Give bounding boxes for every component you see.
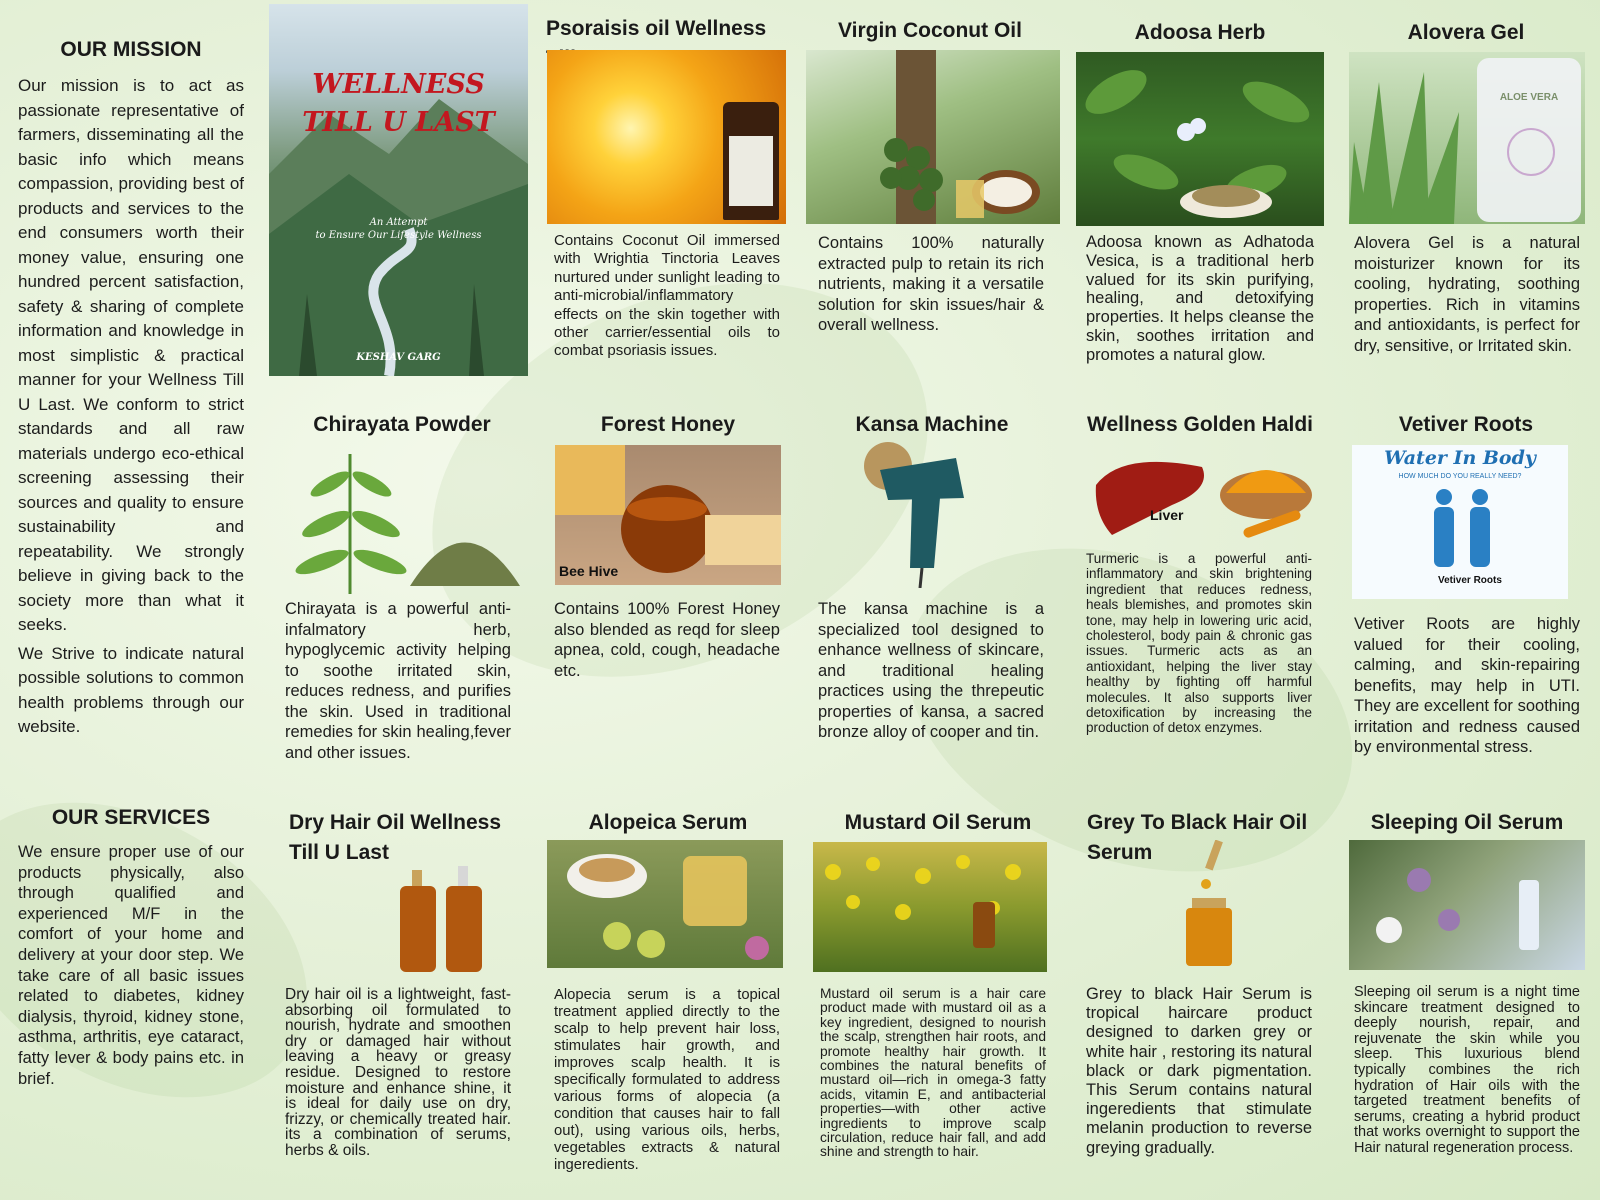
mission-text-2: We Strive to indicate natural possible solutions to common health problems through our website. <box>18 643 244 736</box>
alovera-gel-description <box>1354 233 1580 356</box>
chirayata-herb-graphic <box>280 444 528 594</box>
kansa-device-graphic <box>860 440 972 588</box>
haldi-liver-graphic <box>1092 445 1316 545</box>
product-title-line1: Dry Hair Oil Wellness <box>289 811 502 834</box>
product-description: Vetiver Roots are highly valued for their cooling, calming, and skin-repairing benefits, may help in UTI. They are excellent for soothing irritation and redness caused by environmental stress. <box>1354 615 1580 756</box>
mustard-field-graphic <box>813 842 1047 972</box>
golden-haldi-image <box>1092 445 1316 545</box>
vetiver-roots-label: Vetiver Roots <box>1438 575 1502 586</box>
book-subtitle-line1: An Attempt <box>369 217 428 228</box>
product-description: Contains 100% Forest Honey also blended as reqd for sleep apnea, cold, cough, headache etc. <box>554 600 780 680</box>
kansa-machine-description <box>818 599 1044 743</box>
services-section <box>18 806 244 1089</box>
mission-section <box>18 38 244 740</box>
product-description: Alopecia serum is a topical treatment applied directly to the scalp to help prevent hair loss, stimulates hair growth, and improves scalp health. It is specifically formulated to address various forms of alopecia (a condition that causes hair to fall out), using various oils, herbs, vegetables extracts & natural ingeredients. <box>554 987 780 1173</box>
product-description: Dry hair oil is a lightweight, fast-absorbing oil formulated to nourish, hydrate and smoothen dry or damaged hair without leaving a heavy or greasy residue. Designed to restore moisture and enhance shine, it is ideal for daily use on dry, frizzy, or chemically treated hair. its a combination of serums, herbs & oils. <box>285 986 511 1159</box>
kansa-machine-image <box>860 440 972 588</box>
bee-hive-label: Bee Hive <box>559 563 619 579</box>
book-title <box>269 66 528 142</box>
product-card-alovera-gel <box>1346 18 1586 48</box>
product-title: Virgin Coconut Oil <box>838 19 1022 42</box>
alopecia-serum-image <box>547 840 783 968</box>
adoosa-leaves-graphic <box>1076 52 1324 226</box>
book-author: KESHAV GARG <box>356 352 441 363</box>
coconut-oil-image <box>806 50 1060 224</box>
product-title: Adoosa Herb <box>1134 21 1266 44</box>
product-description: Contains 100% naturally extracted pulp to retain its rich nutrients, making it a versatile solution for skin issues/hair & overall wellness. <box>818 234 1044 334</box>
coconut-cluster-graphic <box>806 50 1060 224</box>
adoosa-herb-description <box>1086 233 1314 365</box>
services-title: OUR SERVICES <box>51 806 211 829</box>
product-card-sleeping-oil-serum <box>1346 808 1588 838</box>
product-title: Forest Honey <box>600 413 736 436</box>
vetiver-roots-description <box>1354 614 1580 758</box>
product-card-vetiver-roots <box>1346 410 1586 440</box>
aloe-jar-label: ALOE VERA <box>1499 92 1559 103</box>
product-card-golden-haldi <box>1080 410 1320 440</box>
product-title: Sleeping Oil Serum <box>1370 811 1564 834</box>
book-cover <box>269 4 528 376</box>
product-title: Wellness Golden Haldi <box>1087 413 1313 436</box>
product-title: Alovera Gel <box>1407 21 1525 44</box>
product-description: Mustard oil serum is a hair care product made with mustard oil as a key ingredient, designed to nourish the scalp, strengthen hair roots, and promote healthy hair growth. It combines the natural benefits of mustard oil—rich in omega-3 fatty acids, vitamin E, and antibacterial properties—with other active ingredients to improve scalp circulation, reduce hair fall, and add shine and strength to hair. <box>820 986 1046 1160</box>
product-card-mustard-oil-serum <box>818 808 1058 838</box>
forest-honey-image <box>555 445 781 585</box>
dropper-bottles-graphic <box>398 846 498 976</box>
product-title-line1: Grey To Black Hair Oil <box>1087 811 1308 834</box>
adoosa-herb-image <box>1076 52 1324 226</box>
infographic-subtitle: HOW MUCH DO YOU REALLY NEED? <box>1398 473 1522 480</box>
serum-bottle-graphic <box>1180 840 1250 968</box>
dry-hair-oil-description <box>285 987 511 1159</box>
alovera-gel-image <box>1349 52 1585 224</box>
psoriasis-oil-description <box>554 232 780 361</box>
book-subtitle <box>269 216 528 242</box>
product-card-chirayata-powder <box>282 410 522 440</box>
grey-to-black-serum-description <box>1086 985 1312 1158</box>
sleeping-oil-serum-description <box>1354 985 1580 1157</box>
psoriasis-oil-image <box>547 50 786 224</box>
sleeping-oil-serum-image <box>1349 840 1585 970</box>
sleeping-flowers-graphic <box>1349 840 1585 970</box>
services-text: We ensure proper use of our products physically, also through qualified and experienced M/F in the comfort of your home and delivery at your door step. We take care of all basic issues related to diabetes, kidney dialysis, thyroid, kidney stone, asthma, arthritis, eye cataract, fatty lever & body pains etc. in brief. <box>18 843 244 1088</box>
golden-haldi-description <box>1086 551 1312 736</box>
product-description: Chirayata is a powerful anti-infalmatory herb, hypoglycemic activity helping to soothe irritated skin, reduces redness, and purifies the skin. Used in traditional remedies for skin healing,fever and other issues. <box>285 600 511 762</box>
book-title-line1: WELLNESS <box>312 69 485 100</box>
product-description: Turmeric is a powerful anti-inflammatory and skin brightening ingredient that reduces redness, heals blemishes, and promotes skin tone, may help in lowering uric acid, cholesterol, body pain & chronic gas issues. Turmeric acts as an antioxidant, helping the liver stay healthy by fighting off harmful molecules. It also supports liver detoxification by increasing the production of detox enzymes. <box>1086 551 1312 736</box>
product-description: Adoosa known as Adhatoda Vesica, is a traditional herb valued for its skin purifying, healing, and detoxifying properties. It helps cleanse the skin, soothes irritation and promotes a natural glow. <box>1086 233 1314 364</box>
mission-title: OUR MISSION <box>60 38 202 61</box>
dry-hair-oil-image <box>398 846 498 976</box>
book-landscape-image <box>269 4 528 376</box>
product-title-line2: Till U Last <box>289 841 389 864</box>
alopecia-serum-description <box>554 987 780 1174</box>
product-card-forest-honey <box>552 410 784 440</box>
psoriasis-oil-bottle <box>723 102 779 220</box>
product-title: Kansa Machine <box>855 413 1009 436</box>
product-description: The kansa machine is a specialized tool designed to enhance wellness of skincare, and traditional healing practices using the threpeutic properties of kansa, a sacred bronze alloy of cooper and tin. <box>818 600 1044 741</box>
product-title-line1: Psoraisis oil Wellness <box>546 17 767 40</box>
chirayata-powder-description <box>285 599 511 763</box>
grey-to-black-serum-image <box>1180 840 1250 968</box>
book-subtitle-line2: to Ensure Our Lifestyle Wellness <box>315 230 482 241</box>
product-description: Alovera Gel is a natural moisturizer known for its cooling, hydrating, soothing properties. Rich in vitamins and antioxidants, is perfect for dry, sensitive, or Irritated skin. <box>1354 234 1580 355</box>
product-title: Chirayata Powder <box>313 413 491 436</box>
mission-text: Our mission is to act as passionate representative of farmers, disseminating all the basic info which means compassion, providing best of products and services to the end consumers worth their money value, ensuring one hundred percent satisfaction, safety & sharing of complete information and knowledge in most simplistic & practical manner for your Wellness Till U Last. We conform to strict standards and all raw materials undergo eco-ethical screening assessing their sources and quality to ensure sustainability and repeatability. We strongly believe in giving back to the society more than what it seeks. <box>18 76 244 634</box>
infographic-title: Water In Body <box>1384 447 1536 469</box>
product-title: Vetiver Roots <box>1398 413 1534 436</box>
product-title-line2: Serum <box>1087 841 1153 864</box>
product-card-adoosa-herb <box>1078 18 1322 48</box>
product-description: Contains Coconut Oil immersed with Wrightia Tinctoria Leaves nurtured under sunlight leading to anti-microbial/inflammatory effects on the skin together with other carrier/essential oils to combat psoriasis issues. <box>554 232 780 360</box>
product-card-alopecia-serum <box>552 808 784 838</box>
forest-honey-description <box>554 599 780 681</box>
product-card-virgin-coconut-oil <box>804 16 1056 46</box>
product-title: Alopeica Serum <box>588 811 748 834</box>
vetiver-infographic-image <box>1352 445 1568 599</box>
aloe-gel-jar <box>1477 58 1581 222</box>
coconut-oil-description <box>818 233 1044 336</box>
chirayata-powder-image <box>280 444 528 594</box>
liver-label: Liver <box>1150 507 1184 523</box>
alopecia-ingredients-graphic <box>547 840 783 968</box>
mustard-oil-serum-image <box>813 842 1047 972</box>
product-title: Mustard Oil Serum <box>844 811 1032 834</box>
product-card-kansa-machine <box>816 410 1048 440</box>
book-title-line2: TILL U LAST <box>302 107 495 138</box>
mustard-oil-serum-description <box>820 987 1046 1160</box>
product-description: Grey to black Hair Serum is tropical haircare product designed to darken grey or white hair , restoring its natural black or dark pigmentation. This Serum contains natural ingeredients that stimulate melanin production to reverse greying gradually. <box>1086 985 1312 1157</box>
product-description: Sleeping oil serum is a night time skincare treatment designed to deeply nourish, repair, and rejuvenate the skin while you sleep. This luxurious blend typically combines the rich hydration of Hair oils with the targeted treatment benefits of serums, creating a hybrid product that works overnight to support the Hair natural regeneration process. <box>1354 984 1580 1156</box>
